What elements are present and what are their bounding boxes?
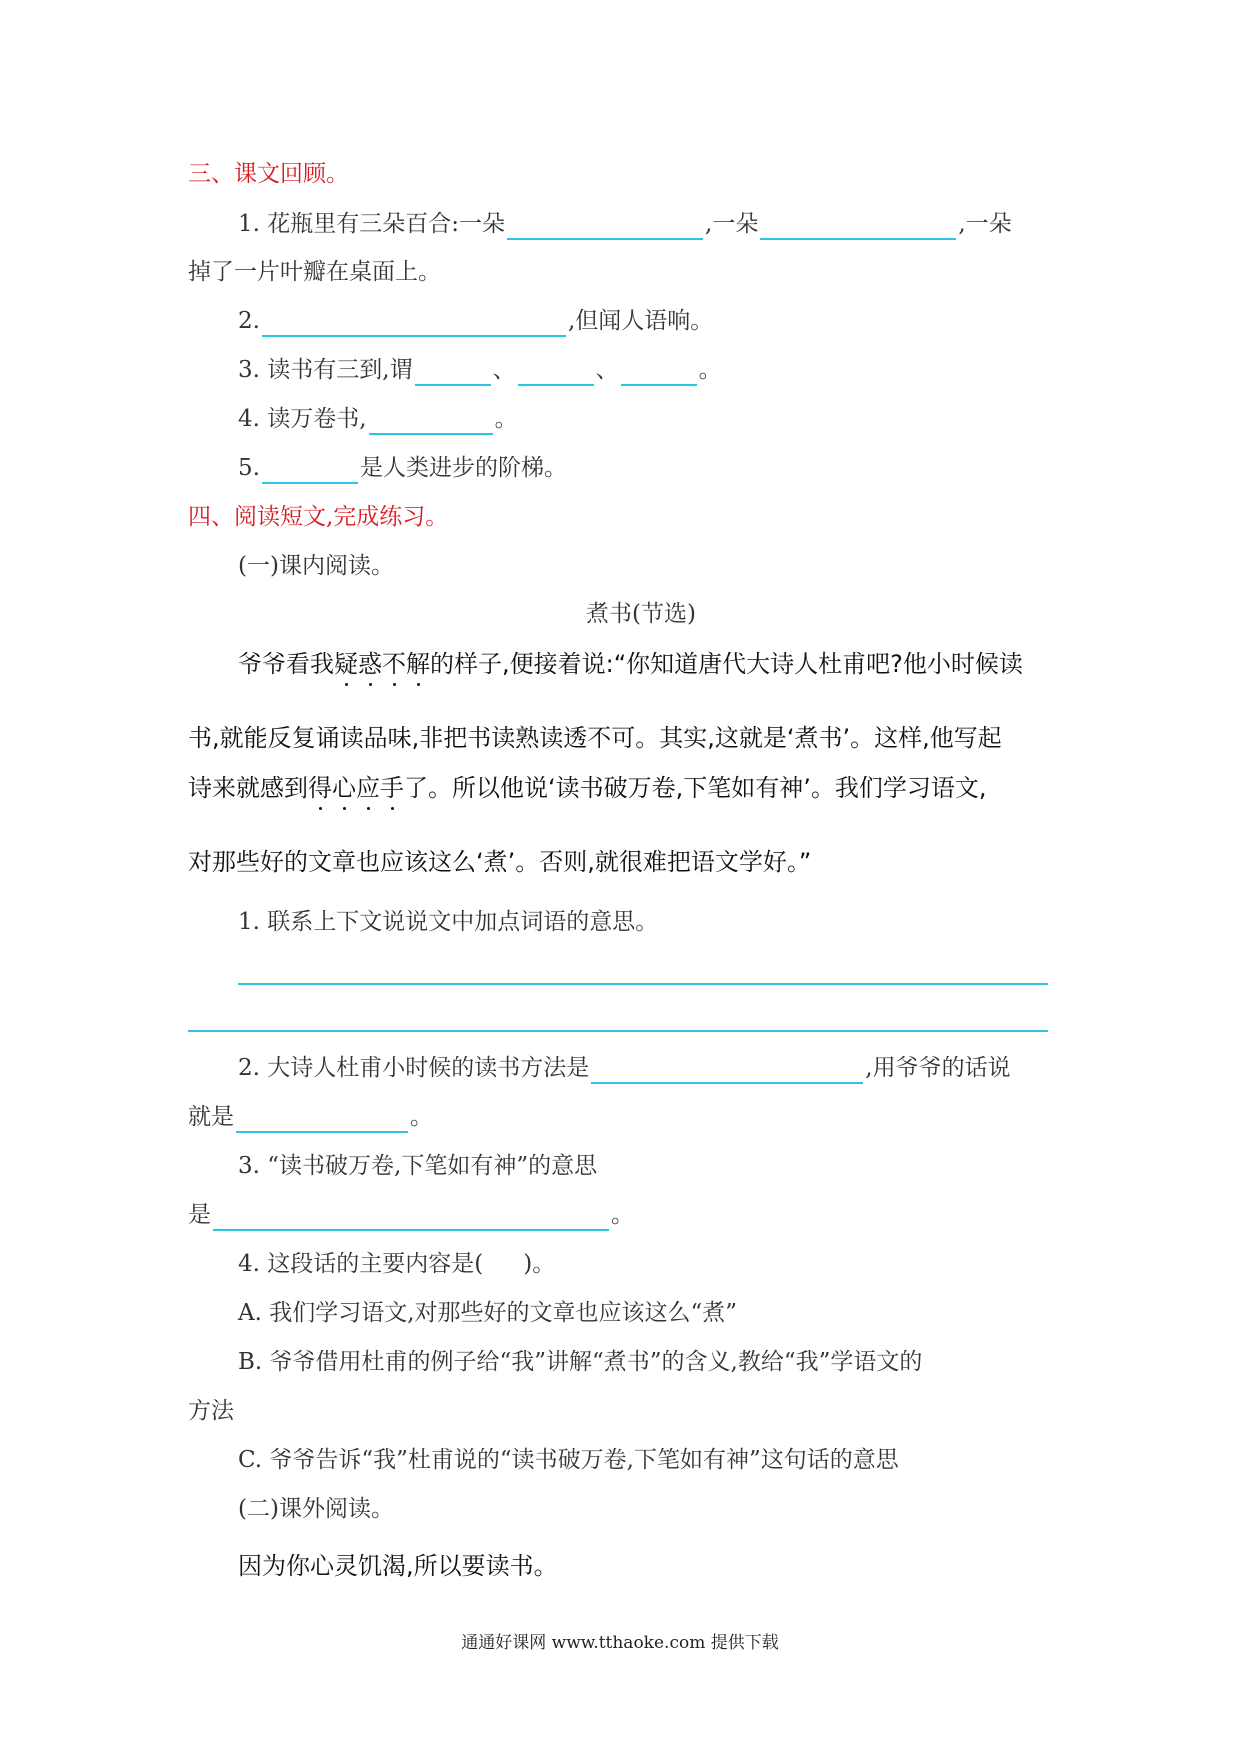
answer-blank[interactable] xyxy=(236,1107,408,1133)
dotted-char: 疑 xyxy=(334,650,358,678)
q4-4-text-a: 4. 这段话的主要内容是( xyxy=(238,1251,484,1277)
q3-1-text-a: 1. 花瓶里有三朵百合:一朵 xyxy=(238,211,506,237)
option-b: B. 爷爷借用杜甫的例子给“我”讲解“煮书”的含义,教给“我”学语文的 xyxy=(238,1349,923,1375)
dotted-char: 心 xyxy=(332,774,356,802)
answer-line[interactable] xyxy=(238,983,1048,985)
question-3-1 xyxy=(238,208,1012,240)
answer-blank[interactable] xyxy=(369,409,493,435)
dotted-char: 应 xyxy=(356,774,380,802)
q3-1-text-c: ,一朵 xyxy=(958,211,1012,237)
q3-5-tail: 是人类进步的阶梯。 xyxy=(359,455,567,481)
q3-4-end: 。 xyxy=(494,406,518,432)
passage-text: 诗来就感到 xyxy=(188,774,308,802)
q3-5-num: 5. xyxy=(238,455,260,481)
part1-heading: (一)课内阅读。 xyxy=(238,553,394,579)
q3-3-text: 3. 读书有三到,谓 xyxy=(238,357,413,383)
answer-blank[interactable] xyxy=(262,458,358,484)
q3-2-tail: ,但闻人语响。 xyxy=(567,308,714,334)
dotted-char: 不 xyxy=(382,650,406,678)
passage-text: 爷爷看我 xyxy=(238,650,334,678)
answer-blank[interactable] xyxy=(213,1205,609,1231)
question-4-4 xyxy=(238,1248,555,1280)
passage-line-4: 对那些好的文章也应该这么‘煮’。否则,就很难把语文学好。” xyxy=(188,848,812,876)
answer-blank[interactable] xyxy=(621,360,697,386)
q4-2-end: 。 xyxy=(410,1104,433,1130)
question-4-3-cont xyxy=(188,1199,634,1231)
q4-2-text-c: 就是 xyxy=(188,1104,234,1130)
passage-title: 煮书(节选) xyxy=(586,601,696,627)
dotted-char: 解 xyxy=(406,650,430,678)
q3-3-sep2: 、 xyxy=(595,357,619,383)
passage-line-1 xyxy=(238,648,1023,680)
q4-3-text-b: 是 xyxy=(188,1202,211,1228)
option-a: A. 我们学习语文,对那些好的文章也应该这么“煮” xyxy=(238,1300,738,1326)
answer-blank[interactable] xyxy=(518,360,594,386)
q4-3-end: 。 xyxy=(611,1202,634,1228)
footer-watermark: 通通好课网 www.tthaoke.com 提供下载 xyxy=(461,1633,779,1653)
section3-title: 三、课文回顾。 xyxy=(188,161,349,187)
answer-blank[interactable] xyxy=(262,311,566,337)
passage-text: 的样子,便接着说:“你知道唐代大诗人杜甫吧?他小时候读 xyxy=(430,650,1023,678)
question-4-2-cont xyxy=(188,1101,433,1133)
answer-blank[interactable] xyxy=(415,360,491,386)
q3-1-text-d: 掉了一片叶瓣在桌面上。 xyxy=(188,259,441,285)
part2-heading: (二)课外阅读。 xyxy=(238,1496,394,1522)
question-3-4 xyxy=(238,403,518,435)
passage-line-2: 书,就能反复诵读品味,非把书读熟读透不可。其实,这就是‘煮书’。这样,他写起 xyxy=(188,724,1002,752)
passage2-title: 因为你心灵饥渴,所以要读书。 xyxy=(238,1552,558,1580)
question-3-3 xyxy=(238,354,722,386)
answer-line[interactable] xyxy=(188,1030,1048,1032)
dotted-char: 惑 xyxy=(358,650,382,678)
question-4-1: 1. 联系上下文说说文中加点词语的意思。 xyxy=(238,909,659,935)
q3-2-num: 2. xyxy=(238,308,260,334)
answer-blank[interactable] xyxy=(591,1058,863,1084)
q4-4-text-b: )。 xyxy=(523,1251,556,1277)
passage-line-3 xyxy=(188,772,987,804)
answer-blank[interactable] xyxy=(507,214,703,240)
question-4-2 xyxy=(238,1052,1011,1084)
answer-blank[interactable] xyxy=(760,214,956,240)
dotted-char: 得 xyxy=(308,774,332,802)
q3-3-end: 。 xyxy=(698,357,722,383)
question-3-2 xyxy=(238,305,713,337)
section4-title: 四、阅读短文,完成练习。 xyxy=(188,504,449,530)
passage-text: 了。所以他说‘读书破万卷,下笔如有神’。我们学习语文, xyxy=(404,774,987,802)
q3-3-sep1: 、 xyxy=(492,357,516,383)
q4-2-text-a: 2. 大诗人杜甫小时候的读书方法是 xyxy=(238,1055,590,1081)
option-b-cont: 方法 xyxy=(188,1398,234,1424)
question-4-3: 3. “读书破万卷,下笔如有神”的意思 xyxy=(238,1153,598,1179)
option-c: C. 爷爷告诉“我”杜甫说的“读书破万卷,下笔如有神”这句话的意思 xyxy=(238,1447,899,1473)
q3-1-text-b: ,一朵 xyxy=(705,211,759,237)
q4-2-text-b: ,用爷爷的话说 xyxy=(865,1055,1011,1081)
question-3-5 xyxy=(238,452,567,484)
q3-4-text: 4. 读万卷书, xyxy=(238,406,367,432)
dotted-char: 手 xyxy=(380,774,404,802)
